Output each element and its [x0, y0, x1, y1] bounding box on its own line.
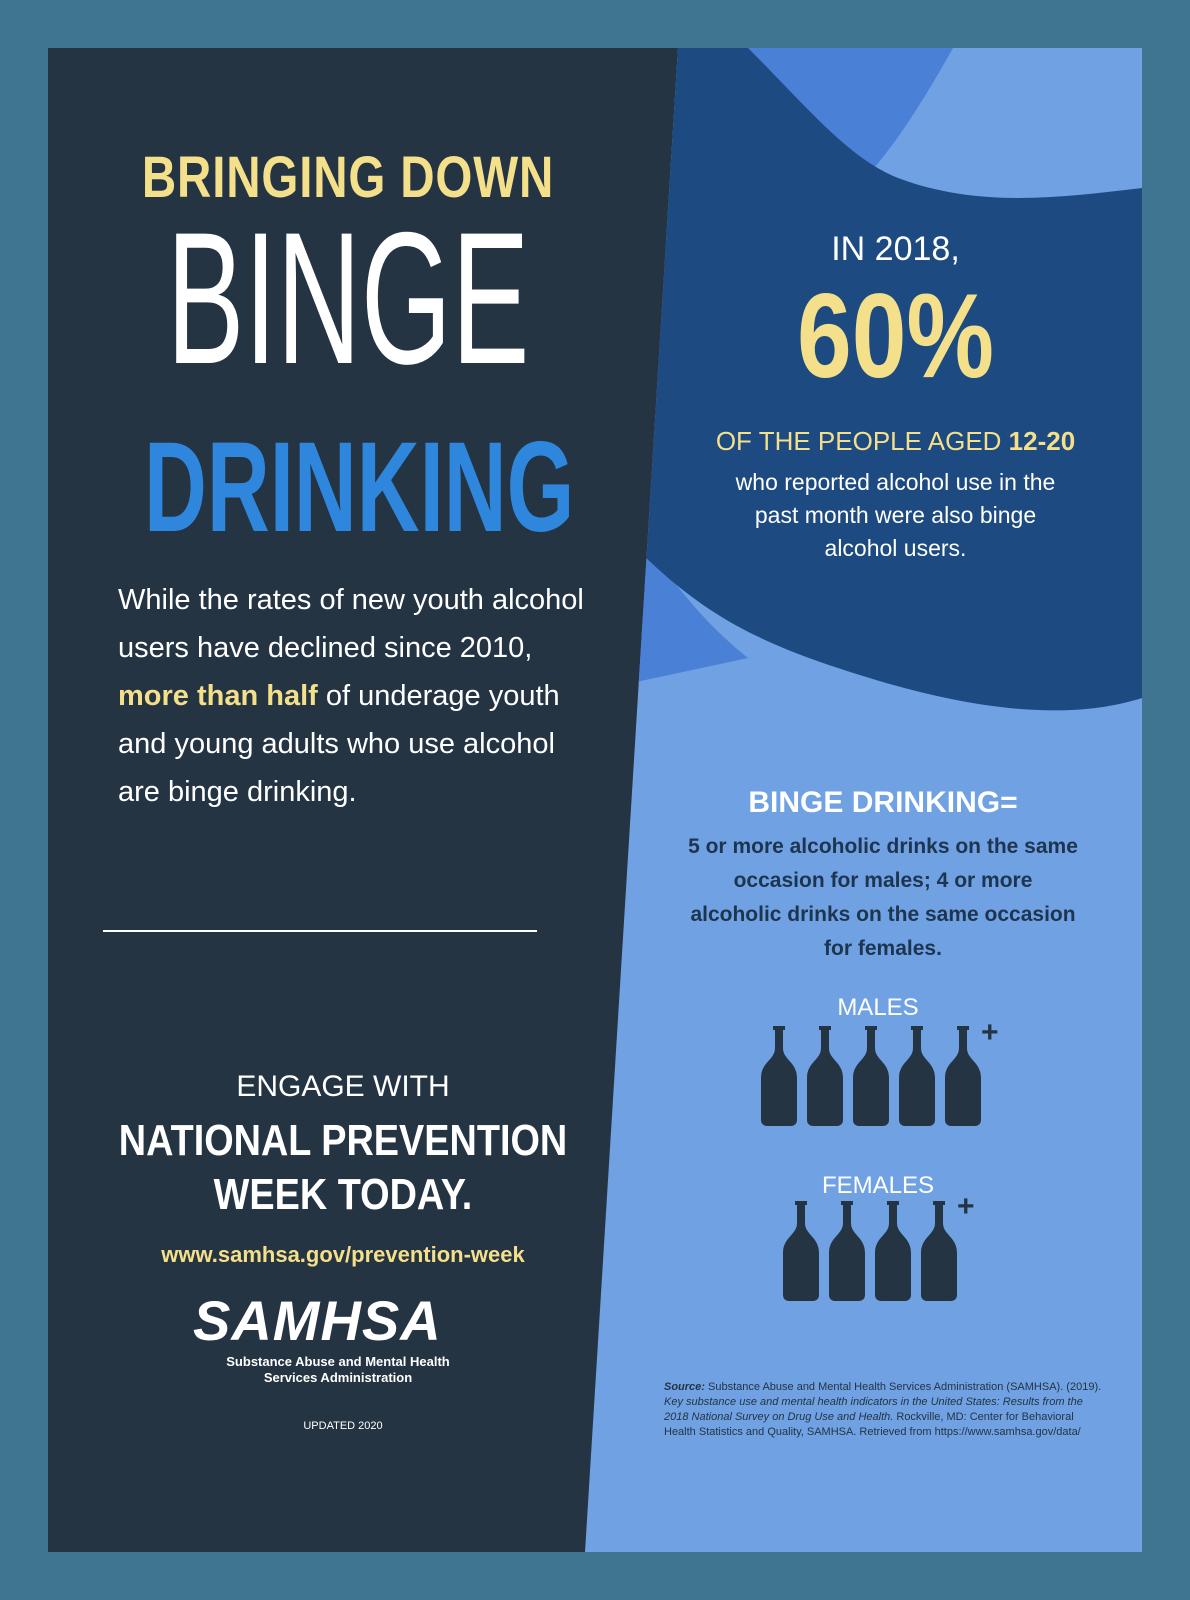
infographic-poster — [48, 48, 1142, 1552]
male-bottle-icon — [807, 1018, 843, 1139]
male-plus-icon: + — [981, 1016, 999, 1049]
title-line-bringing-down: BRINGING DOWN — [141, 145, 555, 210]
updated-date: UPDATED 2020 — [303, 1420, 383, 1432]
stat-percent: 60% — [797, 269, 994, 403]
title-line-drinking: DRINKING — [144, 416, 575, 559]
source-label: Source: — [664, 1381, 705, 1393]
stat-people-prefix: OF THE PEOPLE AGED — [715, 426, 1009, 456]
stat-description: who reported alcohol use in the past month were also binge alcohol users. — [735, 469, 1056, 561]
source-title: Key substance use and mental health indicators in the United States: Results from the 2018 National Survey on Drug Use and Health. — [664, 1396, 1083, 1423]
definition-title: BINGE DRINKING= — [748, 786, 1018, 819]
engage-line-2: NATIONAL PREVENTION — [118, 1116, 568, 1165]
intro-highlight: more than half — [118, 680, 318, 712]
intro-paragraph — [118, 576, 588, 816]
source-citation — [664, 1380, 1104, 1440]
female-bottle-icon — [783, 1193, 819, 1314]
source-text-1: Substance Abuse and Mental Health Services Administration (SAMHSA). (2019). — [704, 1381, 1102, 1393]
males-label: MALES — [837, 994, 919, 1021]
male-bottle-icon — [761, 1018, 797, 1139]
source-text-2: Rockville, MD: Center for Behavioral Health Statistics and Quality, SAMHSA. Retrieved from https://www.samhsa.gov/data/ — [664, 1411, 1081, 1438]
stat-year: IN 2018, — [831, 230, 960, 268]
female-bottle-icon — [829, 1193, 865, 1314]
intro-text-end: of underage youth and young adults who use alcohol are binge drinking. — [118, 680, 560, 808]
prevention-week-link[interactable]: www.samhsa.gov/prevention-week — [161, 1242, 525, 1267]
engage-line-1: ENGAGE WITH — [236, 1070, 450, 1103]
samhsa-full-name — [148, 1354, 528, 1386]
samhsa-logo: SAMHSA — [193, 1289, 442, 1352]
stat-age-range: 12-20 — [1008, 426, 1076, 456]
engage-line-3: WEEK TODAY. — [213, 1170, 473, 1219]
female-bottle-icon — [921, 1193, 957, 1314]
title-line-binge: BINGE — [166, 193, 530, 403]
intro-text-start: While the rates of new youth alcohol users have declined since 2010, — [118, 584, 584, 664]
definition-text: 5 or more alcoholic drinks on the same occasion for males; 4 or more alcoholic drinks on the same occasion for females. — [688, 835, 1078, 960]
samhsa-full-name-line2: Services Administration — [263, 1370, 413, 1385]
female-plus-icon: + — [957, 1190, 975, 1223]
divider-line — [103, 930, 537, 932]
male-bottle-icon — [899, 1018, 935, 1139]
female-bottle-icon — [875, 1193, 911, 1314]
samhsa-full-name-line1: Substance Abuse and Mental Health — [226, 1354, 450, 1369]
females-label: FEMALES — [821, 1172, 935, 1199]
stat-people-aged — [698, 426, 1093, 457]
male-bottle-icon — [853, 1018, 889, 1139]
male-bottle-icon — [945, 1018, 981, 1139]
